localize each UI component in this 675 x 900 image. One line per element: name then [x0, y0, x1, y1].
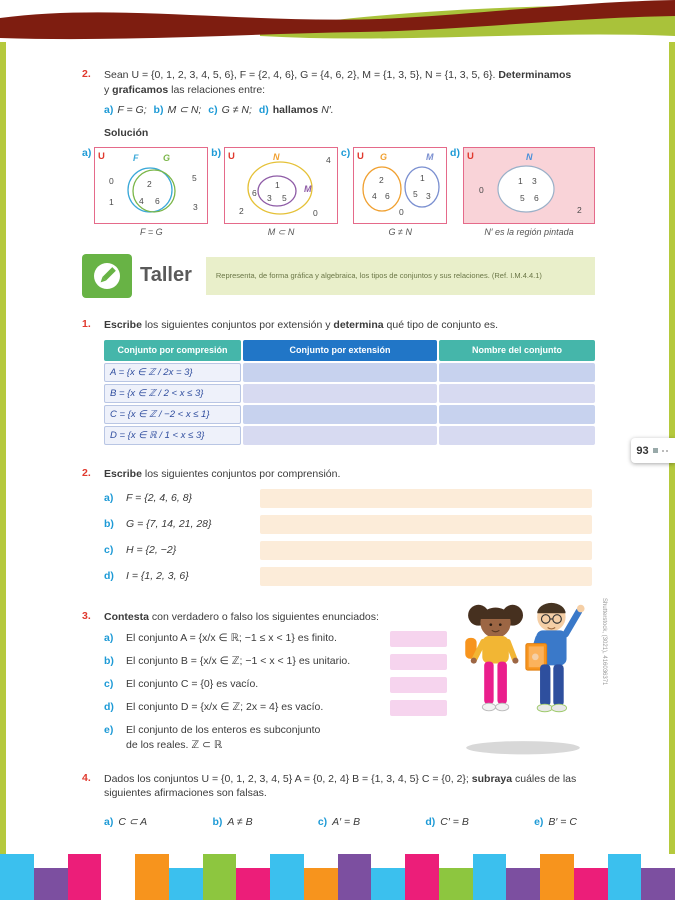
table-row-A-name-cell[interactable]: [439, 363, 595, 382]
exercise-2: 2. Escribe los siguientes conjuntos por comprensión. a) F = {2, 4, 6, 8} b) G = {7, 14, 21, 28} c) H = {2, −2} d) I = {1, 2, 3, 6}: [82, 467, 595, 586]
svg-text:U: U: [357, 150, 365, 162]
svg-text:0: 0: [399, 206, 404, 217]
svg-text:0: 0: [478, 184, 484, 195]
exercise-3: 3. Contesta con verdadero o falso los siguientes enunciados: a) El conjunto A = {x/x ∈ ℝ; −1 ≤ x < 1} es finito. b) El conjunto B = {x/x ∈ ℤ; −1 < x < 1} es unitario. c) El conjunto C = {0} es vacío. d) El conjunto D = {x/x ∈ ℤ; 2x = 4} es vacío. e) El conjunto de los enteros es subconjunto de los reales. ℤ ⊂ ℝ: [82, 610, 595, 752]
venn-a: a) U F G 2 4 6 0 1 5 3 F = G: [82, 147, 208, 238]
ex2-answer-box-d[interactable]: [260, 567, 592, 586]
svg-text:3: 3: [531, 175, 537, 186]
ex3-item-e: e) El conjunto de los enteros es subconjunto de los reales. ℤ ⊂ ℝ: [104, 724, 321, 751]
svg-text:0: 0: [109, 175, 115, 186]
ex4-options: [104, 815, 595, 830]
page-number-badge: [631, 438, 675, 463]
ex2-item-b: b) G = {7, 14, 21, 28}: [104, 515, 595, 534]
svg-text:5: 5: [413, 188, 418, 199]
venn-box-equal-sets: [94, 147, 208, 224]
kids-illustration: [452, 586, 594, 758]
ex2-item-a: a) F = {2, 4, 6, 8}: [104, 489, 595, 508]
ex3-answer-box-a[interactable]: [390, 631, 447, 647]
ex3-answer-box-d[interactable]: [390, 700, 447, 716]
venn-diagrams: [82, 147, 595, 238]
svg-text:5: 5: [192, 172, 198, 183]
table-row-C-extension-cell[interactable]: [243, 405, 437, 424]
ex2-answer-box-b[interactable]: [260, 515, 592, 534]
svg-text:U: U: [466, 150, 474, 162]
svg-text:U: U: [228, 150, 235, 162]
intro-line1: Sean U = {0, 1, 2, 3, 4, 5, 6}, F = {2, 4, 6}, G = {4, 6, 2}, M = {1, 3, 5}, N = {1, 3, 5, 6}.: [104, 69, 496, 81]
table-row-B-comprehension: B = {x ∈ ℤ / 2 < x ≤ 3}: [104, 384, 241, 403]
svg-text:F: F: [133, 152, 139, 163]
table-row-B-extension-cell[interactable]: [243, 384, 437, 403]
exercise-4: 4. Dados los conjuntos U = {0, 1, 2, 3, 4, 5} A = {0, 2, 4} B = {1, 3, 4, 5} C = {0, 2}; subraya cuáles de las siguientes afirmaciones son falsas. a) C ⊂ A b) A ≠ B c) A′ = B d) C′ = B e) B′ = C: [82, 772, 595, 830]
venn-c: c) U G M 2 4 6 1 5 3 0 G ≠ N: [341, 147, 447, 238]
table-row-D-comprehension: D = {x ∈ ℝ / 1 < x ≤ 3}: [104, 426, 241, 445]
intro-line1-bold: Determinamos: [498, 69, 572, 81]
solution-label: Solución: [104, 127, 149, 140]
svg-text:4: 4: [326, 154, 331, 165]
svg-text:0: 0: [313, 207, 318, 218]
svg-text:2: 2: [379, 174, 384, 185]
svg-text:1: 1: [517, 175, 523, 186]
sets-table: [104, 340, 595, 445]
table-header-extension: Conjunto por extensión: [243, 340, 437, 361]
badge-dots-icon: [662, 450, 670, 452]
venn-box-subset: [224, 147, 338, 224]
svg-text:6: 6: [533, 192, 539, 203]
ex3-item-d: d) El conjunto D = {x/x ∈ ℤ; 2x = 4} es vacío.: [104, 700, 595, 716]
table-header-name: Nombre del conjunto: [439, 340, 595, 361]
ex4-option-e: e) B′ = C: [534, 816, 577, 829]
venn-box-disjoint: [353, 147, 447, 224]
left-page-edge: [0, 42, 6, 854]
svg-text:4: 4: [372, 190, 377, 201]
svg-text:1: 1: [275, 179, 280, 190]
top-wave-decoration: [0, 0, 675, 58]
taller-title: Taller: [140, 264, 192, 287]
svg-text:1: 1: [109, 196, 115, 207]
ex4-option-c: c) A′ = B: [317, 816, 361, 829]
svg-text:5: 5: [282, 192, 287, 203]
intro-exercise: 2. Sean U = {0, 1, 2, 3, 4, 5, 6}, F = {2, 4, 6}, G = {4, 6, 2}, M = {1, 3, 5}, N = {1, 3, 5, 6}. Determinamos y graficamos las relaciones entre: a) F = G; b) M ⊂ N; c) G ≠ N; d) hallamos N′. Solución: [82, 68, 595, 145]
table-row-A-extension-cell[interactable]: [243, 363, 437, 382]
page-number: 93: [636, 444, 649, 457]
svg-text:3: 3: [193, 201, 199, 212]
svg-text:2: 2: [239, 205, 244, 216]
svg-text:6: 6: [155, 195, 161, 206]
svg-text:M: M: [304, 183, 312, 194]
svg-text:2: 2: [576, 204, 582, 215]
ex2-item-c: c) H = {2, −2}: [104, 541, 595, 560]
svg-text:U: U: [98, 150, 106, 162]
svg-text:3: 3: [267, 192, 272, 203]
footer-color-strip: [0, 854, 675, 900]
svg-text:M: M: [426, 151, 434, 162]
svg-text:G: G: [163, 152, 171, 163]
ex2-answer-box-a[interactable]: [260, 489, 592, 508]
ex4-option-b: b) A ≠ B: [212, 816, 253, 829]
svg-text:N: N: [273, 151, 280, 162]
table-row-A-comprehension: A = {x ∈ ℤ / 2x = 3}: [104, 363, 241, 382]
ex3-item-a: a) El conjunto A = {x/x ∈ ℝ; −1 ≤ x < 1} es finito.: [104, 631, 595, 647]
svg-text:5: 5: [519, 192, 525, 203]
photo-credit: Shutterstock, (3021), 416036371: [601, 598, 607, 686]
badge-square-icon: [653, 448, 658, 453]
ex3-answer-box-b[interactable]: [390, 654, 447, 670]
exercise-number: 2.: [82, 68, 91, 80]
table-row-C-name-cell[interactable]: [439, 405, 595, 424]
ex4-option-a: a) C ⊂ A: [104, 816, 148, 829]
venn-box-complement: [463, 147, 595, 224]
table-row-C-comprehension: C = {x ∈ ℤ / −2 < x ≤ 1}: [104, 405, 241, 424]
svg-text:6: 6: [385, 190, 390, 201]
taller-pencil-icon: [82, 254, 132, 298]
venn-b: b) U N M 1 3 5 6 4 2 0 M ⊂ N: [211, 147, 338, 238]
venn-d: d) U N 1 3 5 6 0 2 N′ es la región pintada: [450, 147, 595, 238]
svg-text:3: 3: [426, 190, 431, 201]
ex3-item-b: b) El conjunto B = {x/x ∈ ℤ; −1 < x < 1} es unitario.: [104, 654, 595, 670]
svg-text:1: 1: [420, 172, 425, 183]
exercise-1: 1. Escribe los siguientes conjuntos por extensión y determina qué tipo de conjunto es. Conjunto por compresión Conjunto por extensión Nombre del conjunto A = {x ∈ ℤ / 2x = 3} B = {x ∈ ℤ / 2 < x ≤ 3} C = {x ∈ ℤ / −2 < x ≤ 1} D = {x ∈ ℝ / 1 < x ≤ 3}: [82, 318, 595, 445]
svg-text:4: 4: [139, 195, 145, 206]
table-header-comprehension: Conjunto por compresión: [104, 340, 241, 361]
svg-text:6: 6: [252, 187, 257, 198]
table-row-D-name-cell[interactable]: [439, 426, 595, 445]
taller-description: Representa, de forma gráfica y algebraica, los tipos de conjuntos y sus relaciones. (Ref. I.M.4.4.1): [206, 257, 595, 295]
table-row-B-name-cell[interactable]: [439, 384, 595, 403]
svg-text:G: G: [380, 151, 388, 162]
taller-banner: [82, 254, 595, 298]
ex4-option-d: d) C′ = B: [425, 816, 469, 829]
table-row-D-extension-cell[interactable]: [243, 426, 437, 445]
ex3-answer-box-c[interactable]: [390, 677, 447, 693]
ex2-answer-box-c[interactable]: [260, 541, 592, 560]
ex3-item-c: c) El conjunto C = {0} es vacío.: [104, 677, 595, 693]
svg-text:2: 2: [147, 178, 153, 189]
relations-line: a) F = G; b) M ⊂ N; c) G ≠ N; d) hallamos N′.: [104, 104, 334, 117]
ex2-item-d: d) I = {1, 2, 3, 6}: [104, 567, 595, 586]
svg-text:N: N: [525, 151, 533, 162]
